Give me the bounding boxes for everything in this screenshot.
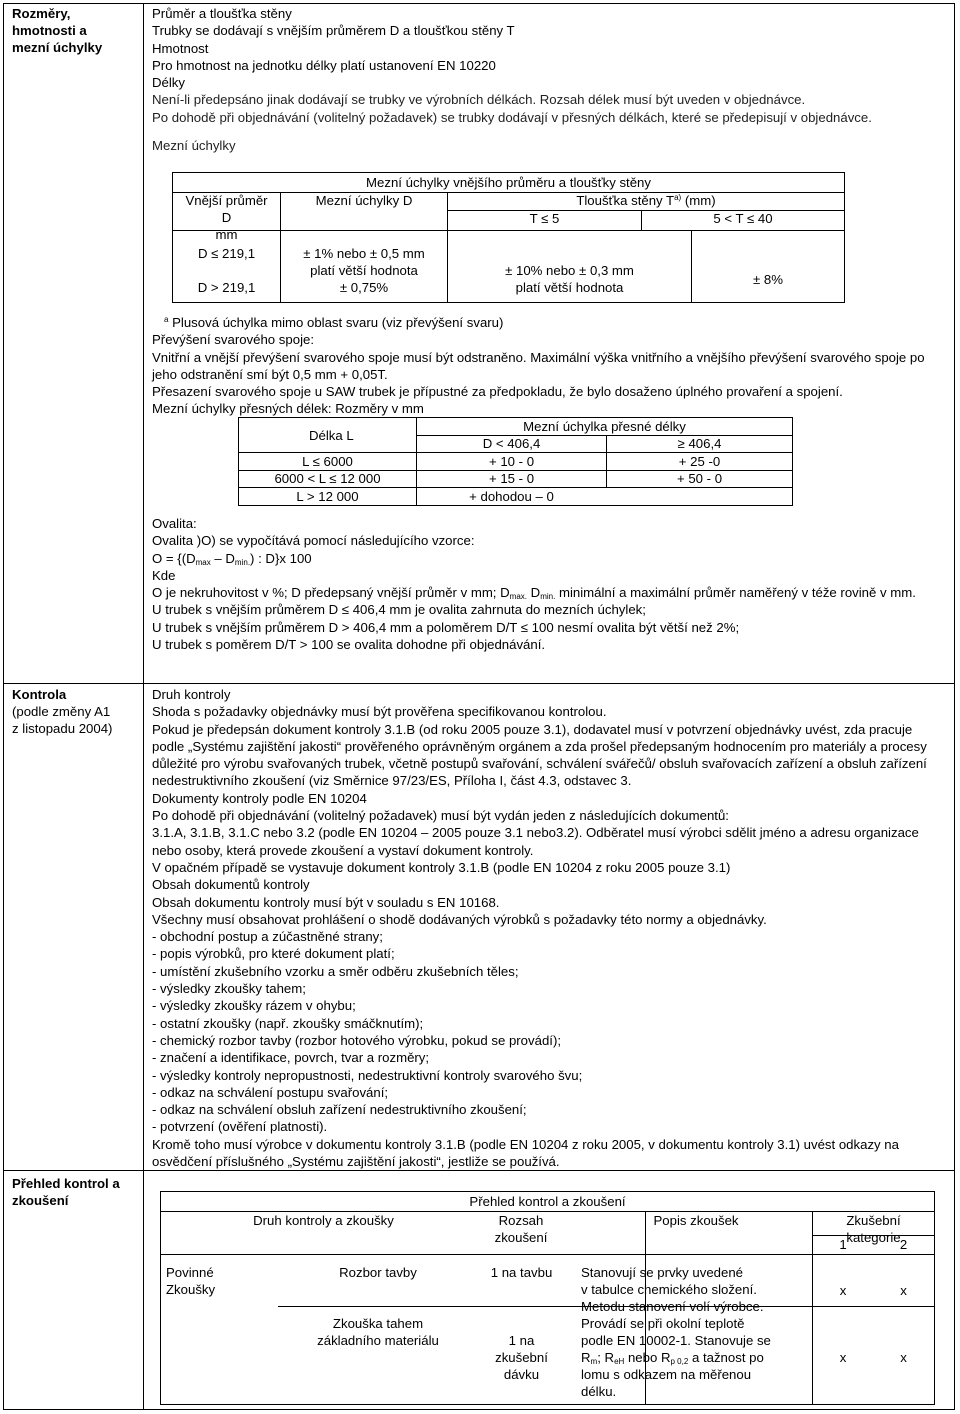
list-item: - odkaz na schválení obsluh zařízení nedestruktivního zkoušení; (152, 1102, 527, 1118)
paragraph: U trubek s vnějším průměrem D ≤ 406,4 mm je ovalita zahrnuta do mezních úchylek; (152, 602, 646, 618)
section-text-rozmery (152, 5, 947, 154)
cell (581, 1264, 811, 1315)
header-text: Tloušťka stěny T (576, 193, 675, 208)
formula-sub: max (195, 557, 211, 567)
footnote (152, 314, 947, 331)
cell: + 50 - 0 (676, 471, 723, 486)
text-part: O je nekruhovitost v %; D předepsaný vnější průměr v mm; D (152, 585, 510, 601)
formula-part: – D (210, 550, 235, 566)
formula-part: O = {(D (152, 550, 196, 566)
section-text-kontrola (152, 686, 947, 1170)
paragraph: Pro hmotnost na jednotku délky platí ustanovení EN 10220 (152, 57, 496, 73)
cell: + 25 -0 (678, 454, 721, 469)
paragraph: Druh kontroly (152, 687, 231, 702)
label-line: Přehled kontrol a (12, 1176, 120, 1191)
paragraph: Přesazení svarového spoje u SAW trubek je přípustné za předpokladu, že bylo dosaženo úplného provaření a spojení. (152, 384, 843, 400)
section-text-rozmery-2 (152, 314, 947, 418)
label-line: Rozměry, (12, 6, 71, 21)
text-part: a tažnost po (688, 1350, 764, 1365)
list-item: - výsledky zkoušky rázem v ohybu; (152, 998, 356, 1014)
header-text: mm (215, 227, 238, 242)
paragraph: Po dohodě při objednávání (volitelný požadavek) se trubky dodávají v přesných délkách, které se předepisují v objednávce. (152, 109, 872, 125)
cell: D > 219,1 (197, 280, 256, 295)
cell-text: Stanovují se prvky uvedené (581, 1265, 744, 1280)
paragraph: U trubek s poměrem D/T > 100 se ovalita dohodne při objednávání. (152, 637, 546, 653)
cell (478, 1332, 565, 1383)
paragraph: Ovalita: (152, 516, 197, 531)
list-item: - obchodní postup a zúčastněné strany; (152, 929, 383, 945)
paragraph: Délky (152, 75, 185, 91)
paragraph: Ovalita )O) se vypočítává pomocí následujícího vzorce: (152, 533, 475, 549)
list-item: - potvrzení (ověření platnosti). (152, 1119, 328, 1135)
paragraph: 3.1.A, 3.1.B, 3.1.C nebo 3.2 (podle EN 10204 – 2005 pouze 3.1 nebo3.2). Odběratel musí výrobci sdělit jméno a adresu organizace nebo osoby, která provede zkoušení a vystaví dokument kontroly. (152, 825, 919, 858)
cell-text: lomu s odkazem na měřenou (581, 1367, 752, 1382)
cell: x (900, 1350, 907, 1365)
paragraph: Pokud je předepsán dokument kontroly 3.1.B (od roku 2005 pouze 3.1), dodavatel musí v potvrzení objednávky uvést, zda pracuje podle „Systému zajištění jakosti“ prověřeného oprávněným orgánem a zda prošel předepsaným hodnocením pro materiály a procesy důležité pro výrobu svařovaných trubek, včetně postupů svařování, schválení svářečů/ obsluh svařovacích zařízení a obsluh zařízení nedestruktivního zkoušení (viz Směrnice 97/23/ES, Příloha I, část 4.3, odstavec 3. (152, 721, 927, 789)
paragraph: Průměr a tloušťka stěny (152, 6, 292, 21)
paragraph: Trubky se dodávají s vnějším průměrem D a tloušťkou stěny T (152, 23, 515, 39)
header-length: Délka L (309, 428, 354, 443)
list-item: - umístění zkušebního vzorku a směr odběru zkušebních těles; (152, 963, 519, 979)
cell-text: 1 na (508, 1333, 535, 1348)
label-line: (podle změny A1 (12, 704, 111, 719)
section-divider (3, 683, 955, 684)
cell: + 10 - 0 (488, 454, 535, 469)
cell-text (581, 1349, 811, 1366)
label-line: hmotnosti a (12, 23, 87, 38)
cell-text: podle EN 10002-1. Stanovuje se (581, 1333, 771, 1348)
cell: + 15 - 0 (488, 471, 535, 486)
cell-text: Provádí se při okolní teplotě (581, 1316, 745, 1331)
list-item: - odkaz na schválení postupu svařování; (152, 1084, 389, 1100)
header-popis: Popis zkoušek (653, 1213, 739, 1228)
group-label (166, 1264, 215, 1298)
header-t2: 5 < T ≤ 40 (713, 211, 773, 226)
text-part: nebo R (624, 1350, 671, 1365)
section-label-kontrola (12, 686, 140, 737)
paragraph: Vnitřní a vnější převýšení svarového spoje musí být odstraněno. Maximální výška vnitřního a vnějšího převýšení svarového spoje po jeho odstranění smí být 0,5 mm + 0,05T. (152, 349, 925, 382)
label-line: z listopadu 2004) (12, 721, 113, 736)
formula-sub: min. (234, 557, 251, 567)
header-text: (mm) (684, 193, 716, 208)
header-druh: Druh kontroly a zkoušky (253, 1213, 394, 1228)
text-part: R (581, 1350, 591, 1365)
header-tol-d: Mezní úchylky D (315, 193, 413, 208)
cell-text: v tabulce chemického složení. (581, 1282, 757, 1297)
column-divider (143, 3, 144, 1410)
cell-text: ± 10% nebo ± 0,3 mm (505, 263, 634, 278)
cell: x (900, 1283, 907, 1298)
text-part: D (527, 585, 541, 601)
list-item: - popis výrobků, pro které dokument platí; (152, 946, 395, 962)
cell-text: platí větší hodnota (310, 263, 418, 278)
table-rule (161, 1254, 934, 1255)
list-item: - výsledky kontroly nepropustnosti, nedestruktivní kontroly svarového švu; (152, 1067, 583, 1083)
paragraph: Shoda s požadavky objednávky musí být prověřena specifikovanou kontrolou. (152, 704, 607, 720)
list-item: - výsledky zkoušky tahem; (152, 981, 306, 997)
cell: 1 na tavbu (490, 1265, 553, 1280)
text-sub: eH (614, 1357, 625, 1366)
table-rule (691, 230, 692, 302)
ovality-block (152, 515, 947, 653)
cell: ± 0,75% (339, 280, 389, 295)
label-line: mezní úchylky (12, 40, 103, 55)
header-t1: T ≤ 5 (529, 211, 560, 226)
text-sub: p 0,2 (670, 1357, 689, 1366)
paragraph: Kde (152, 567, 176, 583)
cell: + dohodou – 0 (469, 489, 554, 504)
paragraph: Dokumenty kontroly podle EN 10204 (152, 790, 367, 806)
paragraph: U trubek s vnějším průměrem D > 406,4 mm a poloměrem D/T ≤ 100 nesmí ovalita být větší než 2%; (152, 619, 740, 635)
cell-text: základního materiálu (317, 1333, 439, 1348)
paragraph: Mezní úchylky (152, 138, 236, 154)
cell: L ≤ 6000 (302, 454, 353, 469)
cell: ± 8% (753, 272, 783, 287)
cell: Rozbor tavby (339, 1265, 417, 1280)
header-outer-diameter (173, 192, 280, 243)
overview-table (160, 1191, 935, 1405)
header-k2: 2 (899, 1237, 908, 1252)
table-caption: Přehled kontrol a zkoušení (469, 1194, 626, 1209)
cell (278, 1315, 478, 1349)
cell: L > 12 000 (296, 489, 359, 504)
section-label-prehled (12, 1175, 140, 1209)
label-line: Kontrola (12, 687, 67, 702)
header-text: kategorie (846, 1230, 901, 1245)
group-text: Zkoušky (166, 1282, 216, 1297)
header-rozsah (471, 1212, 571, 1246)
header-c1: D < 406,4 (482, 436, 541, 451)
cell-text: Metodu stanovení volí výrobce. (581, 1299, 764, 1314)
length-table (238, 417, 793, 506)
paragraph: Obsah dokumentu kontroly musí být v souladu s EN 10168. (152, 894, 500, 910)
tolerance-table (172, 172, 845, 303)
cell: x (839, 1350, 847, 1365)
formula-part: ) : D}x 100 (250, 550, 312, 566)
label-line: zkoušení (12, 1193, 69, 1208)
paragraph: Všechny musí obsahovat prohlášení o shodě dodávaných výrobků s požadavky této normy a objednávky. (152, 911, 767, 927)
list-item: - značení a identifikace, povrch, tvar a rozměry; (152, 1050, 430, 1066)
formula (152, 550, 947, 567)
text-sub: min. (540, 592, 556, 602)
footnote-text: Plusová úchylka mimo oblast svaru (viz převýšení svaru) (172, 315, 504, 330)
list-item: - chemický rozbor tavby (rozbor hotového výrobku, pokud se provádí); (152, 1032, 561, 1048)
paragraph: Není-li předepsáno jinak dodávají se trubky ve výrobních délkách. Rozsah délek musí být uveden v objednávce. (152, 92, 806, 108)
list-item: - ostatní zkoušky (např. zkoušky smáčknutím); (152, 1015, 424, 1031)
text-sub: max. (509, 592, 528, 602)
cell-text: zkušební (495, 1350, 548, 1365)
cell: 6000 < L ≤ 12 000 (274, 471, 381, 486)
table-caption: Mezní úchylky vnějšího průměru a tloušťky stěny (366, 175, 651, 190)
header-text: Zkušební (846, 1213, 901, 1228)
text-sub: m (590, 1357, 598, 1366)
header-text: D (221, 210, 232, 225)
cell-text: Zkouška tahem (332, 1316, 424, 1331)
cell (581, 1315, 811, 1400)
footnote-ref: a) (674, 193, 682, 202)
paragraph: Hmotnost (152, 40, 209, 56)
cell-text: platí větší hodnota (515, 280, 624, 295)
paragraph: Převýšení svarového spoje: (152, 332, 314, 348)
cell-text: délku. (581, 1384, 617, 1399)
paragraph: Mezní úchylky přesných délek: Rozměry v mm (152, 401, 424, 417)
paragraph: Obsah dokumentů kontroly (152, 877, 310, 893)
header-thickness (448, 192, 844, 209)
header-k1: 1 (839, 1237, 847, 1252)
text-part: ; R (597, 1350, 615, 1365)
cell (448, 262, 691, 296)
header-text: zkoušení (494, 1230, 548, 1245)
header-text: Rozsah (498, 1213, 544, 1228)
paragraph: Po dohodě při objednávání (volitelný požadavek) musí být vydán jeden z následujících dokumentů: (152, 808, 729, 824)
header-text: Vnější průměr (185, 193, 268, 208)
cell-text: ± 1% nebo ± 0,5 mm (303, 246, 425, 261)
section-label-rozmery (12, 5, 140, 56)
paragraph: Kromě toho musí výrobce v dokumentu kontroly 3.1.B (podle EN 10204 z roku 2005, v dokumentu kontroly 3.1) uvést odkazy na osvědčení příslušného „Systému zajištění jakosti“, jestliže se používá. (152, 1136, 899, 1170)
footnote-mark: a (164, 315, 169, 324)
header-tolerance: Mezní úchylka přesné délky (523, 419, 686, 434)
cell: D ≤ 219,1 (197, 246, 256, 261)
cell: x (839, 1283, 847, 1298)
group-text: Povinné (166, 1265, 214, 1280)
paragraph (152, 584, 947, 601)
cell (281, 245, 447, 279)
paragraph: V opačném případě se vystavuje dokument kontroly 3.1.B (podle EN 10204 z roku 2005 pouze 3.1) (152, 859, 731, 875)
cell-text: dávku (503, 1367, 540, 1382)
text-part: minimální a maximální průměr naměřený v téže rovině v mm. (555, 585, 916, 601)
header-c2: ≥ 406,4 (677, 436, 722, 451)
